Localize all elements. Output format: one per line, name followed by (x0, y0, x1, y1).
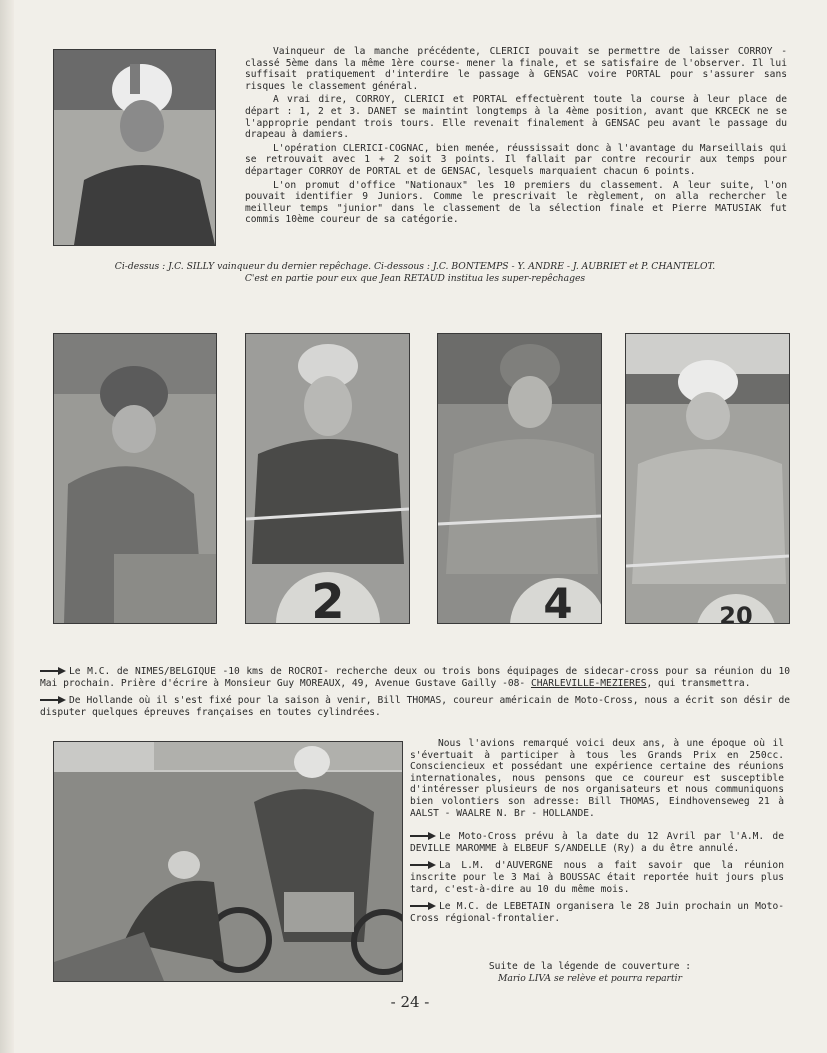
photo-caption (40, 261, 790, 285)
arrow-bullet-icon (40, 696, 66, 704)
cover-legend-continued (410, 961, 770, 985)
news-item-thomas (40, 695, 790, 718)
news-text: Le Moto-Cross prévu à la date du 12 Avril par l'A.M. de DEVILLE MAROMME à ELBEUF S/ANDELLE (Ry) a du être annulé. (410, 831, 784, 854)
photo-bontemps (53, 333, 217, 624)
intro-paragraph: A vrai dire, CORROY, CLERICI et PORTAL effectuèrent toute la course à leur place de départ : 1, 2 et 3. DANET se maintint longtemps à la 4ème position, avant que KRCECK ne se l'approprie pendant trois tours. Elle revenait finalement à GENSAC peu avant le passage du drapeau à damiers. (245, 94, 787, 141)
photo-andre (245, 333, 410, 624)
caption-line: Ci-dessus : J.C. SILLY vainqueur du dernier repêchage. Ci-dessous : J.C. BONTEMPS - Y. ANDRE - J. AUBRIET et P. CHANTELOT. (114, 261, 716, 272)
news-item-nimes (40, 666, 790, 689)
caption-line: C'est en partie pour eux que Jean RETAUD institua les super-repêchages (244, 273, 586, 284)
news-item-deville (410, 831, 784, 854)
arrow-bullet-icon (410, 861, 436, 869)
intro-paragraph: L'on promut d'office "Nationaux" les 10 premiers du classement. A leur suite, l'on pouvait identifier 9 Juniors. Comme le prescrivait le règlement, on alla rechercher le meilleur temps "junior" dans le classement de la sélection finale et Pierre MATUSIAK fut commis 10ème coureur de sa catégorie. (245, 179, 787, 226)
intro-paragraph: Vainqueur de la manche précédente, CLERICI pouvait se permettre de laisser CORROY -classé 5ème dans la même 1ère course- mener la finale, et se satisfaire de l'observer. Il lui suffisait pratiquement d'interdire le passage à GENSAC voire PORTAL pour s'assurer sans risques le classement général. (245, 46, 787, 92)
news-item-lebetain (410, 901, 784, 924)
news-text: La L.M. d'AUVERGNE nous a fait savoir que la réunion inscrite pour le 3 Mai à BOUSSAC était reportée huit jours plus tard, c'est-à-dire au 10 du même mois. (410, 860, 784, 895)
news-top-block (40, 666, 790, 724)
news-text: Le M.C. de LEBETAIN organisera le 28 Juin prochain un Moto-Cross régional-frontalier. (410, 901, 784, 924)
news-text: Le M.C. de NIMES/BELGIQUE -10 kms de ROCROI- recherche deux ou trois bons équipages de sidecar-cross pour sa réunion du 10 Mai prochain. Prière d'écrire à Monsieur Guy MOREAUX, 49, Avenue Gustave Gailly -08- (40, 666, 790, 689)
legend-text: Mario LIVA se relève et pourra repartir (498, 973, 682, 984)
intro-article (245, 46, 787, 228)
page-number: - 24 - (390, 993, 430, 1011)
arrow-bullet-icon (410, 902, 436, 910)
bike-number-plate: 20 (719, 602, 753, 623)
arrow-bullet-icon (410, 832, 436, 840)
photo-liva-crash (53, 741, 403, 982)
legend-title: Suite de la légende de couverture : (488, 961, 692, 972)
news-thomas-continued: Nous l'avions remarqué voici deux ans, à une époque où il s'évertuait à participer à tous les Grands Prix en 250cc. Consciencieux et possédant une expérience certaine des réunions internationales, nous pensons que ce coureur est susceptible d'intéresser plusieurs de nos organisateurs et nous communiquons bien volontiers son adresse: Bill THOMAS, Eindhovenseweg 21 à AALST - WAALRE N. Br - HOLLANDE. (410, 738, 784, 819)
arrow-bullet-icon (40, 667, 66, 675)
page-binding-shadow (0, 0, 14, 1053)
news-right-column (410, 738, 784, 930)
bike-number-plate: 4 (543, 579, 573, 623)
news-text: De Hollande où il s'est fixé pour la saison à venir, Bill THOMAS, coureur américain de Moto-Cross, nous a écrit son désir de disputer quelques épreuves françaises en toutes cylindrées. (40, 695, 790, 718)
intro-paragraph: L'opération CLERICI-COGNAC, bien menée, réussissait donc à l'avantage du Marseillais qui se retrouvait avec 1 + 2 soit 3 points. Il fallait par contre recourir aux temps pour départager CORROY de PORTAL et de GENSAC, lesquels marquaient chacun 6 points. (245, 142, 787, 177)
news-text-underlined: CHARLEVILLE-MEZIERES (530, 677, 647, 689)
photo-chantelot (625, 333, 790, 624)
photo-silly-portrait (53, 49, 216, 246)
photo-aubriet (437, 333, 602, 624)
news-item-auvergne (410, 860, 784, 895)
bike-number-plate: 2 (311, 574, 345, 623)
news-text: , qui transmettra. (646, 677, 751, 689)
